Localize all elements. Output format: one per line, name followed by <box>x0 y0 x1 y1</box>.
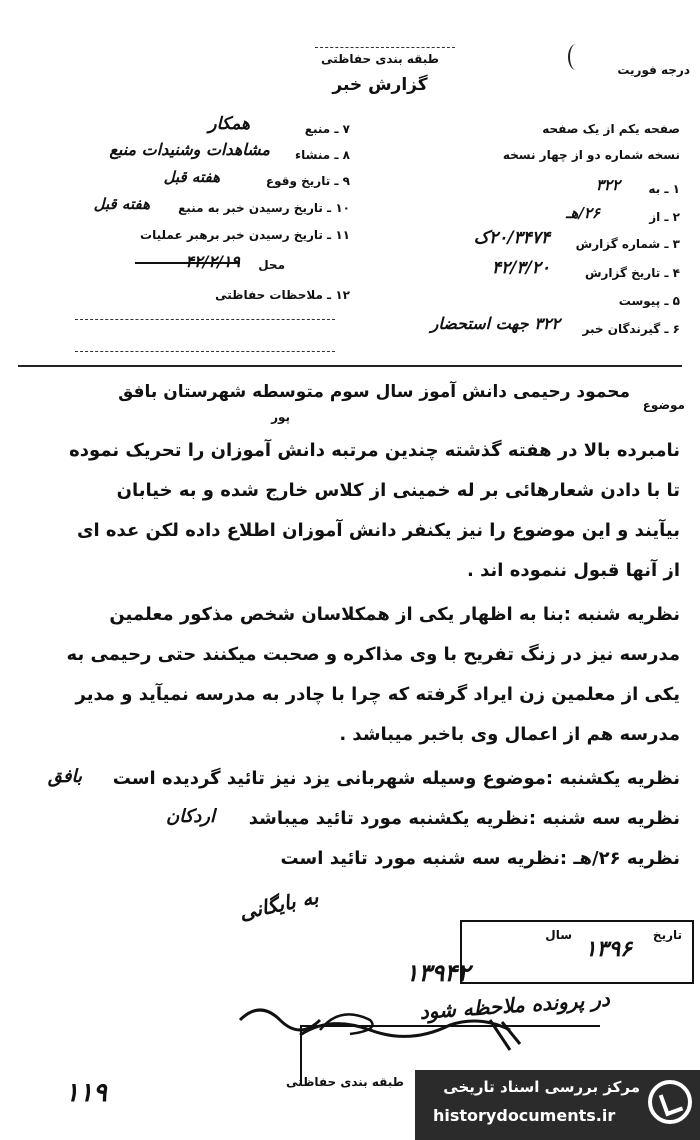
watermark-title: مرکز بررسی اسناد تاریخی <box>443 1078 640 1096</box>
stamp-date-label: تاریخ <box>652 928 682 942</box>
subject-note: پور <box>271 410 290 424</box>
logo-icon <box>648 1080 692 1124</box>
bracket-mark <box>568 44 584 70</box>
subject-label: موضوع <box>642 398 685 412</box>
field-occurrence-date-label: ۹ ـ تاریخ وقوع <box>265 174 350 188</box>
dotted-line <box>75 350 335 352</box>
field-occurrence-date-value: هفته قبل <box>163 168 220 186</box>
field-to-value: ۳۲۲ <box>595 176 620 194</box>
body-line: نامبرده بالا در هفته گذشته چندین مرتبه دانش آموزان را تحریک نموده <box>69 440 680 461</box>
copy-line: نسخه شماره دو از چهار نسخه <box>502 148 680 162</box>
page-number: ۱۱۹ <box>65 1078 107 1108</box>
field-from-label: ۲ ـ از <box>649 210 680 224</box>
body-line: نظریه یکشنبه :موضوع وسیله شهربانی یزد نیز تائید گردیده است <box>112 768 680 789</box>
field-report-date-value: ۴۲/۳/۲۰ <box>491 258 550 278</box>
handwritten-file-note: در پرونده ملاحظه شود <box>418 986 611 1024</box>
priority-label: درجه فوریت <box>617 63 690 77</box>
field-to-label: ۱ ـ به <box>648 182 680 196</box>
divider <box>315 46 455 48</box>
body-line: از آنها قبول ننموده اند . <box>467 560 680 581</box>
dotted-line <box>75 318 335 320</box>
field-place-value: ۴۲/۲/۱۹ <box>185 252 240 271</box>
field-report-number-label: ۳ ـ شماره گزارش <box>575 237 680 251</box>
body-line: نظریه شنبه :بنا به اظهار یکی از همکلاسان شخص مذکور معلمین <box>109 604 680 625</box>
scribble-stroke <box>240 1010 320 1030</box>
report-title: گزارش خبر <box>332 75 428 95</box>
strike-line <box>135 262 240 264</box>
body-line: مدرسه نیز در زنگ تفریح با وی مذاکره و صحبت میکنند حتی رحیمی به <box>66 644 680 665</box>
field-security-notes-label: ۱۲ ـ ملاحظات حفاظتی <box>215 288 350 302</box>
signature-scribble <box>200 990 560 1070</box>
body-line: مدرسه هم از اعمال وی باخبر میباشد . <box>339 724 680 745</box>
field-recipients-value: ۳۲۲ جهت استحضار <box>430 314 560 333</box>
handwritten-note: به بایگانی <box>237 884 321 925</box>
field-place-label: محل <box>258 258 285 272</box>
field-news-to-source-value: هفته قبل <box>93 195 150 213</box>
field-from-value: ۲۶/هـ <box>566 204 600 222</box>
handwritten-bafgh: بافق <box>47 766 82 787</box>
field-attachment-label: ۵ ـ پیوست <box>618 294 680 308</box>
watermark-url: historydocuments.ir <box>433 1106 616 1125</box>
field-source-value: همکار <box>208 114 250 134</box>
body-line: یکی از معلمین زن ایراد گرفته که چرا با چادر به مدرسه نمیآید و مدیر <box>75 684 680 705</box>
field-news-to-leader-label: ۱۱ ـ تاریخ رسیدن خبر برهبر عملیات <box>140 228 350 242</box>
body-line: تا با دادن شعارهائی بر له خمینی از کلاس خارج شده و به خیابان <box>116 480 680 501</box>
stamp-number: ۱۳۹۶ <box>584 936 632 962</box>
field-recipients-label: ۶ ـ گیرندگان خبر <box>582 322 680 336</box>
classification-top: طبقه بندی حفاظتی <box>321 52 439 66</box>
field-origin-label: ۸ ـ منشاء <box>295 148 350 162</box>
subject-text: محمود رحیمی دانش آموز سال سوم متوسطه شهرستان بافق <box>118 382 630 402</box>
body-line: نظریه ۲۶/هـ :نظریه سه شنبه مورد تائید است <box>280 848 680 869</box>
field-report-date-label: ۴ ـ تاریخ گزارش <box>584 266 680 280</box>
reception-stamp <box>460 920 694 984</box>
handwritten-number: ۱۳۹۴۲ <box>405 958 470 987</box>
body-line: بیآیند و این موضوع را نیز یکنفر دانش آموزان اطلاع داده لکن عده ای <box>77 520 680 541</box>
section-divider <box>18 365 682 367</box>
classification-bottom: طبقه بندی حفاظتی <box>286 1075 404 1089</box>
field-report-number-value: ۲۰/۳۴۷۴ک <box>473 228 550 248</box>
body-line: نظریه سه شنبه :نظریه یکشنبه مورد تائید میباشد <box>248 808 680 829</box>
field-source-label: ۷ ـ منبع <box>304 122 350 136</box>
field-news-to-source-label: ۱۰ ـ تاریخ رسیدن خبر به منبع <box>178 201 350 215</box>
watermark-bar <box>415 1070 700 1140</box>
page-line: صفحه یکم از یک صفحه <box>542 122 680 136</box>
logo-mark <box>659 1090 683 1117</box>
handwritten-ardakan: اردکان <box>166 806 215 827</box>
stamp-year-label: سال <box>545 928 572 942</box>
bottom-box-line <box>300 1025 600 1027</box>
scribble-stroke <box>300 1021 510 1036</box>
field-origin-value: مشاهدات وشنیدات منبع <box>109 140 270 159</box>
